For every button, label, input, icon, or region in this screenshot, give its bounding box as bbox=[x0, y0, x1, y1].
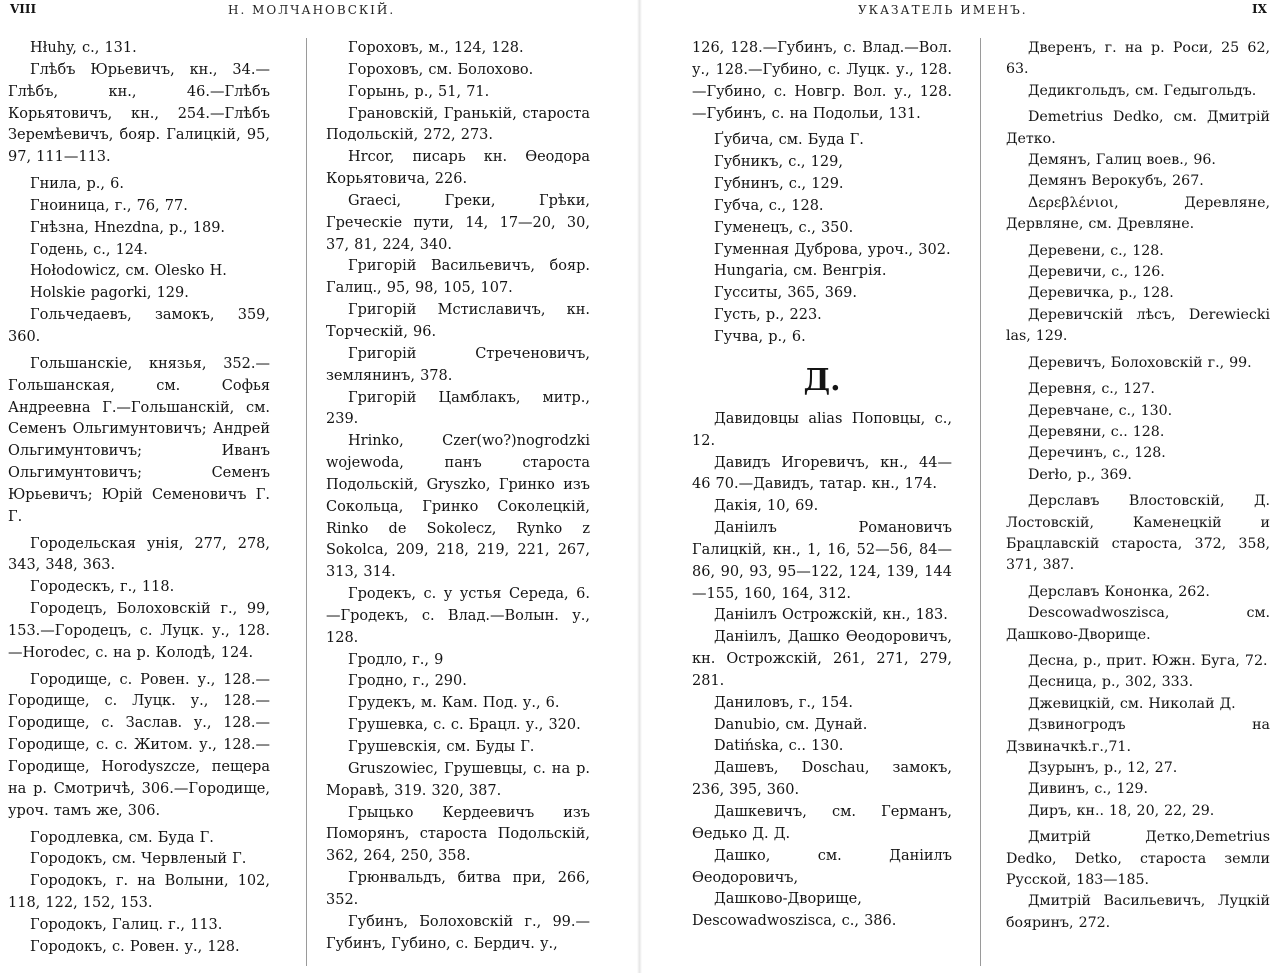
index-entry: Глѣбъ Юрьевичъ, кн., 34.—Глѣбъ, кн., 46.—Глѣбъ Корьятовичъ, кн., 254.—Глѣбъ Зеремѣевичъ, бояр. Галицкій, 95, 97, 111—113. bbox=[8, 61, 270, 166]
index-entry: Гольшанскіе, князья, 352.—Гольшанская, см. Софья Андреевна Г.—Гольшанскій, см. Семенъ Ольгимунтовичъ; Андрей Ольгимунтовичъ; Иванъ Ольгимунтовичъ; Семенъ Юрьевичъ; Юрій Семеновичъ Г. Г. bbox=[8, 355, 270, 525]
index-entry: Губнинъ, с., 129. bbox=[714, 176, 844, 193]
column-rule bbox=[980, 38, 981, 966]
index-entry: Давидъ Игоревичъ, кн., 44—46 70.—Давидъ, татар. кн., 174. bbox=[692, 454, 952, 493]
index-entry: Ґубича, см. Буда Г. bbox=[714, 132, 864, 149]
index-entry: Дашевъ, Doschau, замокъ, 236, 395, 360. bbox=[692, 760, 952, 799]
right-column-2 bbox=[1006, 38, 1270, 934]
left-column-2 bbox=[326, 38, 590, 955]
index-entry: Derło, р., 369. bbox=[1028, 466, 1132, 483]
left-folio: VIII bbox=[10, 2, 37, 16]
index-entry: Дерславъ Влостовскій, Д. Лостовскій, Каменецкій и Брацлавскій староста, 372, 358, 371, 387. bbox=[1006, 493, 1270, 574]
index-entry: Гнила, р., 6. bbox=[30, 176, 124, 193]
index-entry: Губинъ, Болоховскій г., 99.—Губинъ, Губино, с. Бердич. у., bbox=[326, 913, 590, 952]
index-entry: Демянъ, Галиц воев., 96. bbox=[1028, 152, 1216, 169]
index-entry: Дакія, 10, 69. bbox=[714, 498, 819, 515]
index-entry: Десна, р., прит. Южн. Буга, 72. bbox=[1028, 652, 1268, 669]
index-entry: Джевицкій, см. Николай Д. bbox=[1028, 695, 1236, 712]
column-rule bbox=[306, 38, 307, 966]
index-entry: Городецъ, Болоховскій г., 99, 153.—Городецъ, с. Луцк. у., 128.—Horodec, с. на р. Колодѣ, 124. bbox=[8, 601, 270, 661]
index-entry: Деревня, с., 127. bbox=[1028, 381, 1155, 398]
index-entry: Гродекъ, с. у устья Середа, 6.—Гродекъ, с. Влад.—Волын. у., 128. bbox=[326, 586, 590, 646]
index-entry: Григорій Васильевичъ, бояр. Галиц., 95, 98, 105, 107. bbox=[326, 258, 590, 297]
index-entry-continued: 126, 128.—Губинъ, с. Влад.—Вол. у., 128.—Губино, с. Луцк. у., 128.—Губино, с. Новгр. Вол. у., 128.—Губинъ, с. на Подольи, 131. bbox=[692, 40, 952, 122]
index-entry: Дверенъ, г. на р. Роси, 25 62, 63. bbox=[1006, 40, 1270, 78]
index-entry: Descowadwoszisca, см. Дашково-Дворище. bbox=[1006, 605, 1270, 643]
index-entry: Даніилъ Острожскій, кн., 183. bbox=[714, 607, 948, 624]
index-entry: Грыцько Кердеевичъ изъ Поморянъ, староста Подольскій, 362, 264, 250, 358. bbox=[326, 804, 590, 865]
index-entry: Дедикгольдъ, см. Гедыгольдъ. bbox=[1028, 82, 1257, 99]
index-entry: Григорій Цамблакъ, митр., 239. bbox=[326, 389, 590, 428]
index-entry: Губча, с., 128. bbox=[714, 197, 824, 214]
left-running-head: Н. МОЛЧАНОВСКІЙ. bbox=[228, 3, 396, 17]
right-column-1 bbox=[692, 38, 952, 933]
index-entry: Дашкевичъ, см. Германъ, Өедько Д. Д. bbox=[692, 804, 952, 842]
index-entry: Диръ, кн.. 18, 20, 22, 29. bbox=[1028, 802, 1215, 819]
index-entry: Danubio, см. Дунай. bbox=[714, 716, 868, 733]
index-entry: Гороховъ, м., 124, 128. bbox=[348, 40, 524, 56]
index-entry: Городокъ, с. Ровен. у., 128. bbox=[30, 938, 240, 955]
index-entry: Городлевка, см. Буда Г. bbox=[30, 829, 214, 846]
index-entry: Горынь, р., 51, 71. bbox=[348, 83, 490, 100]
index-entry: Городескъ, г., 118. bbox=[30, 579, 175, 596]
index-entry: Δερεβλένιοι, Деревляне, Дервляне, см. Древляне. bbox=[1006, 194, 1270, 233]
index-entry: Дерславъ Кононка, 262. bbox=[1028, 583, 1210, 600]
index-entry: Дашково-Дворище, Descowadwoszisca, с., 386. bbox=[692, 891, 897, 930]
index-entry: Григорій Мстиславичъ, кн. Торческій, 96. bbox=[326, 302, 590, 340]
index-entry: Деревичъ, Болоховскій г., 99. bbox=[1028, 354, 1252, 371]
index-entry: Деревяни, с.. 128. bbox=[1028, 423, 1165, 440]
index-entry: Hungaria, см. Венгрія. bbox=[714, 263, 887, 280]
section-letter-heading: Д. bbox=[803, 362, 841, 398]
index-entry: Дивинъ, с., 129. bbox=[1028, 781, 1149, 798]
right-running-head: УКАЗАТЕЛЬ ИМЕНЪ. bbox=[858, 3, 1028, 17]
index-entry: Holskie pagorki, 129. bbox=[30, 285, 189, 302]
index-entry: Деречинъ, с., 128. bbox=[1028, 445, 1166, 462]
index-entry: Hrinko, Czer(wo?)nogrodzki wojewoda, панъ староста Подольскій, Gryszko, Гринко изъ Сокольца, Гринко Соколецкій, Rinko de Sokolecz, Rynko z Sokolca, 209, 218, 219, 221, 267, 313, 314. bbox=[326, 433, 590, 581]
index-entry: Гороховъ, см. Болохово. bbox=[348, 61, 534, 78]
index-entry: Гольчедаевъ, замокъ, 359, 360. bbox=[8, 307, 270, 345]
index-entry: Datińska, с.. 130. bbox=[714, 738, 844, 755]
index-entry: Городельская унія, 277, 278, 343, 348, 363. bbox=[8, 535, 270, 574]
index-entry: Hrcor, писарь кн. Өеодора Корьятовича, 226. bbox=[326, 149, 590, 188]
left-column-1 bbox=[8, 38, 270, 959]
index-entry: Городокъ, см. Червленый Г. bbox=[30, 851, 247, 868]
index-entry: Гноиница, г., 76, 77. bbox=[30, 197, 188, 214]
index-entry: Городище, с. Ровен. у., 128.—Городище, с. Луцк. у., 128.—Городище, с. Заслав. у., 128.—Городище, с. с. Житом. у., 128.—Городище, Horodyszcze, пещера на р. Смотричѣ, 306.—Городище, уроч. тамъ же, 306. bbox=[8, 671, 270, 819]
index-entry: Гучва, р., 6. bbox=[714, 328, 806, 345]
index-entry: Городокъ, г. на Волыни, 102, 118, 122, 152, 153. bbox=[8, 873, 270, 912]
index-entry: Hłuhy, с., 131. bbox=[30, 40, 137, 56]
index-entry: Десница, р., 302, 333. bbox=[1028, 674, 1194, 691]
index-entry: Дзурынъ, р., 12, 27. bbox=[1028, 760, 1178, 776]
index-entry: Gruszowiec, Грушевцы, с. на р. Моравѣ, 319. 320, 387. bbox=[326, 760, 590, 799]
index-entry: Деревичскій лѣсъ, Derewiecki las, 129. bbox=[1006, 306, 1270, 345]
index-entry: Дашко, см. Даніилъ Өеодоровичъ, bbox=[692, 847, 952, 886]
index-entry: Гродно, г., 290. bbox=[348, 673, 467, 690]
index-entry: Грюнвальдъ, битва при, 266, 352. bbox=[326, 870, 590, 908]
index-entry: Грушевка, с. с. Брацл. у., 320. bbox=[348, 717, 581, 734]
index-entry: Даніилъ Романовичъ Галицкій, кн., 1, 16, 52—56, 84—86, 90, 93, 95—122, 124, 139, 144—155, 160, 164, 312. bbox=[692, 520, 952, 602]
index-entry: Деревичка, р., 128. bbox=[1028, 285, 1174, 302]
index-entry: Деревичи, с., 126. bbox=[1028, 264, 1165, 281]
index-entry: Городокъ, Галиц. г., 113. bbox=[30, 916, 223, 933]
index-entry: Graeci, Греки, Грѣки, Греческіе пути, 14, 17—20, 30, 37, 81, 224, 340. bbox=[326, 192, 590, 253]
index-entry: Грудекъ, м. Кам. Под. у., 6. bbox=[348, 695, 560, 712]
index-entry: Даниловъ, г., 154. bbox=[714, 694, 854, 711]
index-entry: Дмитрій Васильевичъ, Луцкій бояринъ, 272. bbox=[1006, 893, 1270, 931]
index-entry: Грушевскія, см. Буды Г. bbox=[348, 739, 535, 755]
index-entry: Гнѣзна, Hnezdna, р., 189. bbox=[30, 219, 226, 236]
index-entry: Демянъ Верокубъ, 267. bbox=[1028, 173, 1204, 190]
index-entry: Грановскій, Гранькій, староста Подольскій, 272, 273. bbox=[326, 105, 590, 144]
index-entry: Губникъ, с., 129, bbox=[714, 154, 843, 171]
index-entry: Гуменная Дуброва, уроч., 302. bbox=[714, 241, 951, 258]
index-entry: Гусситы, 365, 369. bbox=[714, 285, 857, 302]
index-entry: Даніилъ, Дашко Өеодоровичъ, кн. Острожскій, 261, 271, 279, 281. bbox=[692, 629, 952, 689]
index-entry: Гуменецъ, с., 350. bbox=[714, 219, 854, 236]
index-entry: Demetrius Dedko, см. Дмитрій Детко. bbox=[1006, 109, 1270, 147]
index-entry: Григорій Стреченовичъ, землянинъ, 378. bbox=[326, 345, 590, 384]
index-entry: Гродло, г., 9 bbox=[348, 651, 444, 668]
index-entry: Давидовцы alias Поповцы, с., 12. bbox=[692, 410, 952, 449]
index-entry: Hołodowicz, см. Olesko H. bbox=[30, 263, 227, 280]
right-page bbox=[640, 0, 1280, 973]
right-folio: IX bbox=[1252, 2, 1267, 16]
index-entry: Годень, с., 124. bbox=[30, 241, 148, 258]
index-entry: Деревчане, с., 130. bbox=[1028, 402, 1173, 419]
index-entry: Дмитрій Детко,Demetrius Dedko, Detko, староста земли Русской, 183—185. bbox=[1006, 829, 1270, 889]
index-entry: Густь, р., 223. bbox=[714, 307, 822, 324]
index-entry: Деревени, с., 128. bbox=[1028, 242, 1164, 259]
index-entry: Дзвиногродъ на Дзвиначкѣ.г.,71. bbox=[1006, 717, 1270, 755]
